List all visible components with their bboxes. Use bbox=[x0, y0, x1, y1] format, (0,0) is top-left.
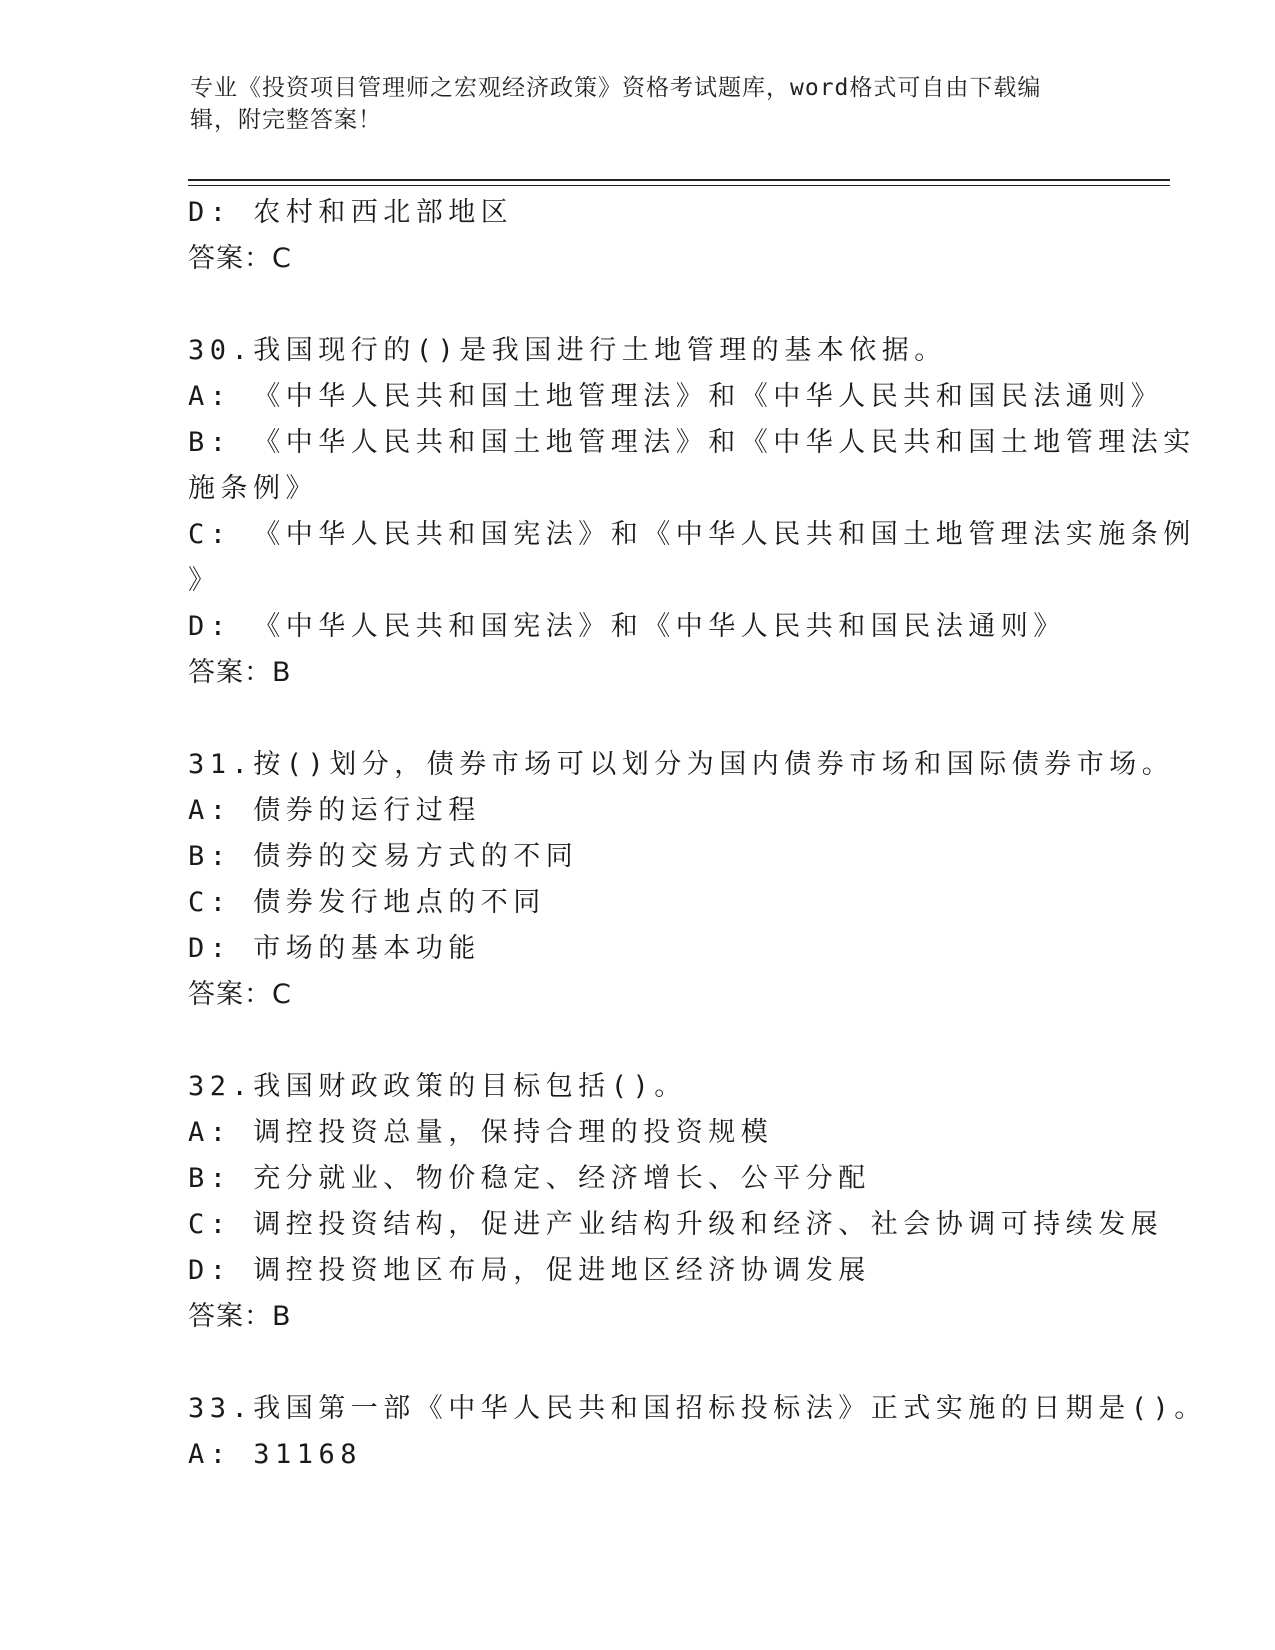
header-line-1: 专业《投资项目管理师之宏观经济政策》资格考试题库，word格式可自由下载编 bbox=[190, 75, 1042, 101]
question-stem: 31.按()划分，债券市场可以划分为国内债券市场和国际债券市场。 bbox=[188, 749, 1175, 780]
prev-option-d: D: 农村和西北部地区 bbox=[188, 197, 514, 228]
question-stem: 33.我国第一部《中华人民共和国招标投标法》正式实施的日期是()。 bbox=[188, 1393, 1207, 1424]
option-d: D: 《中华人民共和国宪法》和《中华人民共和国民法通则》 bbox=[188, 611, 1066, 642]
answer: 答案：C bbox=[188, 979, 292, 1010]
document-body bbox=[188, 190, 1207, 1478]
option-c: C: 《中华人民共和国宪法》和《中华人民共和国土地管理法实施条例 bbox=[188, 519, 1196, 550]
answer: 答案：B bbox=[188, 657, 292, 688]
header-rule-thick bbox=[188, 179, 1170, 181]
spacer bbox=[188, 1340, 1088, 1386]
option-a: A: 《中华人民共和国土地管理法》和《中华人民共和国民法通则》 bbox=[188, 381, 1164, 412]
option-a: A: 债券的运行过程 bbox=[188, 795, 481, 826]
spacer bbox=[188, 696, 1088, 742]
question-33 bbox=[188, 1386, 1207, 1478]
spacer bbox=[188, 282, 1088, 328]
option-d: D: 调控投资地区布局，促进地区经济协调发展 bbox=[188, 1255, 871, 1286]
question-stem: 32.我国财政政策的目标包括()。 bbox=[188, 1071, 687, 1102]
question-31 bbox=[188, 742, 1175, 1018]
header-line-2: 辑，附完整答案！ bbox=[190, 107, 382, 133]
option-c: C: 调控投资结构，促进产业结构升级和经济、社会协调可持续发展 bbox=[188, 1209, 1164, 1240]
option-a: A: 调控投资总量，保持合理的投资规模 bbox=[188, 1117, 774, 1148]
option-d: D: 市场的基本功能 bbox=[188, 933, 481, 964]
option-b: B: 债券的交易方式的不同 bbox=[188, 841, 579, 872]
option-b: B: 《中华人民共和国土地管理法》和《中华人民共和国土地管理法实 bbox=[188, 427, 1196, 458]
option-a: A: 31168 bbox=[188, 1439, 363, 1470]
question-stem: 30.我国现行的()是我国进行土地管理的基本依据。 bbox=[188, 335, 947, 366]
option-c-continued: 》 bbox=[188, 565, 221, 596]
spacer bbox=[188, 1018, 1088, 1064]
prev-answer: 答案：C bbox=[188, 243, 292, 274]
document-header bbox=[190, 72, 1100, 136]
option-c: C: 债券发行地点的不同 bbox=[188, 887, 546, 918]
question-32 bbox=[188, 1064, 1164, 1340]
option-b-continued: 施条例》 bbox=[188, 473, 318, 504]
question-30 bbox=[188, 328, 1196, 696]
option-b: B: 充分就业、物价稳定、经济增长、公平分配 bbox=[188, 1163, 871, 1194]
answer: 答案：B bbox=[188, 1301, 292, 1332]
header-rule-thin bbox=[188, 185, 1170, 186]
